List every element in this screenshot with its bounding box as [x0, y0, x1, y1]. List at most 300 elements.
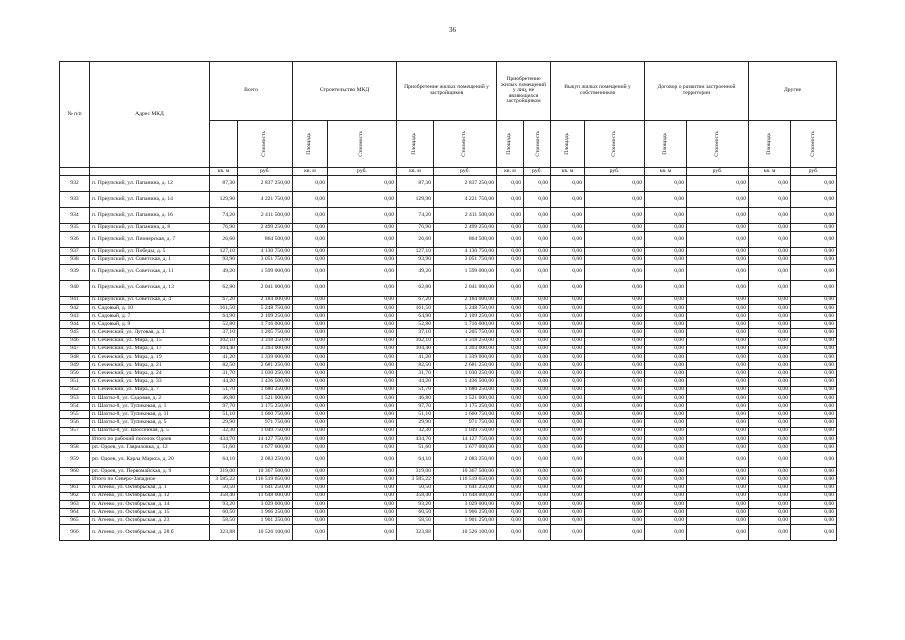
purchase-developer-area: 64,90: [397, 312, 434, 320]
row-number: 941: [60, 296, 90, 304]
total-cost: 4 221 750,00: [238, 192, 293, 208]
buyout-cost: 0,00: [585, 337, 645, 345]
buyout-cost: 0,00: [585, 427, 645, 435]
purchase-developer-area: 93,20: [397, 500, 434, 508]
total-cost: 3 051 750,00: [238, 256, 293, 264]
other-cost: 0,00: [791, 411, 837, 419]
purchase-others-cost: 0,00: [524, 509, 551, 517]
purchase-developer-area: 58,50: [397, 517, 434, 525]
purchase-developer-area: 104,40: [397, 345, 434, 353]
table-row: [60, 296, 837, 304]
development-cost: 0,00: [687, 492, 749, 500]
buyout-cost: 0,00: [585, 394, 645, 402]
construction-area: 0,00: [293, 386, 328, 394]
development-cost: 0,00: [687, 427, 749, 435]
other-cost: 0,00: [791, 362, 837, 370]
other-cost: 0,00: [791, 304, 837, 312]
total-area: 93,20: [210, 500, 238, 508]
sub-header-cost-text: Стоимость: [261, 131, 268, 157]
row-address: Итого по Северо-Западное: [90, 476, 210, 484]
other-area: 0,00: [749, 312, 791, 320]
development-area: 0,00: [645, 411, 687, 419]
sub-header-cost: [434, 121, 497, 168]
other-area: 0,00: [749, 192, 791, 208]
total-area: 51,70: [210, 386, 238, 394]
total-cost: 5 248 750,00: [238, 304, 293, 312]
total-cost: 1 966 250,00: [238, 509, 293, 517]
purchase-developer-cost: 1 966 250,00: [434, 509, 497, 517]
development-cost: 0,00: [687, 370, 749, 378]
buyout-area: 0,00: [551, 370, 585, 378]
development-area: 0,00: [645, 224, 687, 232]
construction-cost: 0,00: [328, 443, 397, 451]
row-number: 945: [60, 329, 90, 337]
total-area: 46,80: [210, 394, 238, 402]
construction-area: 0,00: [293, 264, 328, 280]
purchase-developer-area: 62,80: [397, 280, 434, 296]
construction-area: 0,00: [293, 394, 328, 402]
development-area: 0,00: [645, 329, 687, 337]
purchase-others-cost: 0,00: [524, 386, 551, 394]
purchase-developer-area: 67,20: [397, 296, 434, 304]
development-area: 0,00: [645, 362, 687, 370]
relocation-table: [59, 61, 837, 541]
buyout-area: 0,00: [551, 452, 585, 468]
construction-cost: 0,00: [328, 427, 397, 435]
total-area: 161,50: [210, 304, 238, 312]
row-number: 963: [60, 500, 90, 508]
unit-area: кв. м: [551, 168, 585, 176]
buyout-cost: 0,00: [585, 296, 645, 304]
total-cost: 2 411 500,00: [238, 208, 293, 224]
row-address: рп. Одоев, ул. Первомайская, д. 9: [90, 468, 210, 476]
table-row: [60, 492, 837, 500]
purchase-others-cost: 0,00: [524, 427, 551, 435]
construction-area: 0,00: [293, 304, 328, 312]
other-cost: 0,00: [791, 264, 837, 280]
purchase-developer-cost: 11 648 000,00: [434, 492, 497, 500]
construction-area: 0,00: [293, 378, 328, 386]
buyout-cost: 0,00: [585, 419, 645, 427]
purchase-others-cost: 0,00: [524, 517, 551, 525]
total-area: 319,00: [210, 468, 238, 476]
purchase-others-cost: 0,00: [524, 337, 551, 345]
construction-area: 0,00: [293, 509, 328, 517]
sub-header-area: [293, 121, 328, 168]
purchase-developer-area: 434,70: [397, 435, 434, 443]
buyout-area: 0,00: [551, 517, 585, 525]
row-number: 964: [60, 509, 90, 517]
purchase-others-cost: 0,00: [524, 525, 551, 541]
other-area: 0,00: [749, 443, 791, 451]
table-row: [60, 370, 837, 378]
development-area: 0,00: [645, 264, 687, 280]
purchase-others-area: 0,00: [497, 443, 524, 451]
sub-header-cost-text: Стоимость: [809, 131, 816, 157]
purchase-others-area: 0,00: [497, 362, 524, 370]
purchase-developer-cost: 1 660 750,00: [434, 411, 497, 419]
purchase-others-area: 0,00: [497, 378, 524, 386]
row-number: 955: [60, 411, 90, 419]
construction-area: 0,00: [293, 525, 328, 541]
development-area: 0,00: [645, 435, 687, 443]
sub-header-area-text: Площадь: [306, 133, 313, 155]
purchase-others-cost: 0,00: [524, 419, 551, 427]
purchase-others-cost: 0,00: [524, 492, 551, 500]
development-area: 0,00: [645, 353, 687, 361]
development-cost: 0,00: [687, 394, 749, 402]
buyout-cost: 0,00: [585, 256, 645, 264]
row-address: п. Сеченский, ул. Мира, д. 15: [90, 337, 210, 345]
construction-cost: 0,00: [328, 362, 397, 370]
development-cost: 0,00: [687, 509, 749, 517]
buyout-area: 0,00: [551, 476, 585, 484]
group-total-header: Всего: [210, 62, 293, 121]
construction-cost: 0,00: [328, 353, 397, 361]
purchase-developer-cost: 1 049 750,00: [434, 427, 497, 435]
table-row: [60, 484, 837, 492]
development-cost: 0,00: [687, 176, 749, 192]
construction-cost: 0,00: [328, 452, 397, 468]
purchase-developer-cost: 14 127 750,00: [434, 435, 497, 443]
other-cost: 0,00: [791, 484, 837, 492]
buyout-area: 0,00: [551, 192, 585, 208]
development-cost: 0,00: [687, 500, 749, 508]
unit-area: кв. м: [293, 168, 328, 176]
development-cost: 0,00: [687, 525, 749, 541]
purchase-developer-area: 51,70: [397, 386, 434, 394]
purchase-others-cost: 0,00: [524, 484, 551, 492]
development-area: 0,00: [645, 280, 687, 296]
purchase-developer-cost: 1 599 000,00: [434, 264, 497, 280]
buyout-cost: 0,00: [585, 411, 645, 419]
buyout-area: 0,00: [551, 362, 585, 370]
unit-cost: руб.: [585, 168, 645, 176]
purchase-others-area: 0,00: [497, 248, 524, 256]
total-cost: 3 175 250,00: [238, 403, 293, 411]
total-cost: 11 648 000,00: [238, 492, 293, 500]
purchase-developer-area: 97,70: [397, 403, 434, 411]
total-area: 58,50: [210, 517, 238, 525]
total-cost: 864 500,00: [238, 232, 293, 248]
table-row: [60, 435, 837, 443]
table-row: [60, 345, 837, 353]
construction-area: 0,00: [293, 329, 328, 337]
other-area: 0,00: [749, 256, 791, 264]
development-area: 0,00: [645, 370, 687, 378]
buyout-area: 0,00: [551, 443, 585, 451]
row-number: 966: [60, 525, 90, 541]
buyout-area: 0,00: [551, 329, 585, 337]
other-area: 0,00: [749, 224, 791, 232]
other-cost: 0,00: [791, 353, 837, 361]
development-area: 0,00: [645, 345, 687, 353]
construction-area: 0,00: [293, 370, 328, 378]
development-area: 0,00: [645, 452, 687, 468]
sub-header-area-text: Площадь: [411, 133, 418, 155]
purchase-developer-area: 41,20: [397, 353, 434, 361]
row-address: п. Приупский, ул. Советская, д. 13: [90, 280, 210, 296]
total-area: 323,88: [210, 525, 238, 541]
purchase-others-area: 0,00: [497, 452, 524, 468]
construction-cost: 0,00: [328, 321, 397, 329]
buyout-cost: 0,00: [585, 353, 645, 361]
unit-cost: руб.: [687, 168, 749, 176]
construction-cost: 0,00: [328, 509, 397, 517]
development-area: 0,00: [645, 312, 687, 320]
purchase-others-area: 0,00: [497, 280, 524, 296]
purchase-developer-area: 161,50: [397, 304, 434, 312]
development-cost: 0,00: [687, 296, 749, 304]
other-cost: 0,00: [791, 312, 837, 320]
col-num-header: № п/п: [60, 62, 90, 168]
total-area: 31,70: [210, 370, 238, 378]
row-address: п. Сеченский, ул. Мира, д. 19: [90, 353, 210, 361]
total-area: 67,20: [210, 296, 238, 304]
purchase-others-cost: 0,00: [524, 435, 551, 443]
other-area: 0,00: [749, 208, 791, 224]
development-cost: 0,00: [687, 192, 749, 208]
buyout-cost: 0,00: [585, 452, 645, 468]
buyout-area: 0,00: [551, 411, 585, 419]
row-address: п. Шахты-8, ул. Тупиковая, д. 5: [90, 419, 210, 427]
row-address: п. Шахты-8, ул. Шоссейная, д. 5: [90, 427, 210, 435]
other-area: 0,00: [749, 329, 791, 337]
purchase-developer-cost: 2 681 250,00: [434, 362, 497, 370]
construction-area: 0,00: [293, 443, 328, 451]
row-address: п. Шахты-8, ул. Тупиковая, д. 11: [90, 411, 210, 419]
table-row: [60, 427, 837, 435]
other-area: 0,00: [749, 476, 791, 484]
other-area: 0,00: [749, 509, 791, 517]
buyout-area: 0,00: [551, 394, 585, 402]
sub-header-cost-text: Стоимость: [358, 131, 365, 157]
purchase-others-cost: 0,00: [524, 208, 551, 224]
development-area: 0,00: [645, 386, 687, 394]
purchase-others-cost: 0,00: [524, 312, 551, 320]
development-cost: 0,00: [687, 208, 749, 224]
development-cost: 0,00: [687, 386, 749, 394]
row-address: п. Приупский, ул. Папанина, д. 16: [90, 208, 210, 224]
development-cost: 0,00: [687, 224, 749, 232]
buyout-area: 0,00: [551, 256, 585, 264]
purchase-developer-area: 127,10: [397, 248, 434, 256]
purchase-others-cost: 0,00: [524, 232, 551, 248]
row-number: 960: [60, 468, 90, 476]
buyout-area: 0,00: [551, 492, 585, 500]
row-address: п. Приупский, ул. Победы, д. 5: [90, 248, 210, 256]
purchase-others-cost: 0,00: [524, 403, 551, 411]
buyout-cost: 0,00: [585, 435, 645, 443]
sub-header-area: [749, 121, 791, 168]
purchase-developer-cost: 1 436 500,00: [434, 378, 497, 386]
development-area: 0,00: [645, 176, 687, 192]
purchase-others-area: 0,00: [497, 176, 524, 192]
table-row: [60, 224, 837, 232]
total-area: 102,10: [210, 337, 238, 345]
other-cost: 0,00: [791, 378, 837, 386]
purchase-others-cost: 0,00: [524, 370, 551, 378]
row-number: [60, 435, 90, 443]
total-area: 64,90: [210, 312, 238, 320]
total-area: 52,80: [210, 321, 238, 329]
buyout-cost: 0,00: [585, 517, 645, 525]
sub-header-area: [397, 121, 434, 168]
buyout-cost: 0,00: [585, 509, 645, 517]
purchase-developer-area: 358,40: [397, 492, 434, 500]
other-cost: 0,00: [791, 386, 837, 394]
row-number: 932: [60, 176, 90, 192]
table-row: [60, 362, 837, 370]
table-row: [60, 509, 837, 517]
purchase-others-area: 0,00: [497, 345, 524, 353]
development-cost: 0,00: [687, 435, 749, 443]
purchase-developer-cost: 10 526 100,00: [434, 525, 497, 541]
development-cost: 0,00: [687, 476, 749, 484]
purchase-developer-cost: 1 030 250,00: [434, 370, 497, 378]
buyout-area: 0,00: [551, 419, 585, 427]
table-row: [60, 419, 837, 427]
development-cost: 0,00: [687, 304, 749, 312]
total-area: 49,20: [210, 264, 238, 280]
other-area: 0,00: [749, 435, 791, 443]
row-number: 946: [60, 337, 90, 345]
buyout-cost: 0,00: [585, 312, 645, 320]
total-cost: 2 837 250,00: [238, 176, 293, 192]
group-development-header: Договор о развитии застроенной территории: [645, 62, 749, 121]
buyout-area: 0,00: [551, 378, 585, 386]
purchase-developer-cost: 2 837 250,00: [434, 176, 497, 192]
row-address: п. Садовый, д. 10: [90, 304, 210, 312]
total-area: 26,60: [210, 232, 238, 248]
row-address: п. Шахты-8, ул. Садовая, д. 2: [90, 394, 210, 402]
buyout-cost: 0,00: [585, 362, 645, 370]
buyout-area: 0,00: [551, 280, 585, 296]
table-row: [60, 192, 837, 208]
construction-area: 0,00: [293, 232, 328, 248]
sub-header-area-text: Площадь: [563, 133, 570, 155]
purchase-others-area: 0,00: [497, 525, 524, 541]
total-area: 358,40: [210, 492, 238, 500]
purchase-others-area: 0,00: [497, 232, 524, 248]
other-area: 0,00: [749, 296, 791, 304]
other-cost: 0,00: [791, 476, 837, 484]
page-number: 36: [449, 26, 456, 34]
other-area: 0,00: [749, 386, 791, 394]
unit-cost: руб.: [434, 168, 497, 176]
total-area: 82,50: [210, 362, 238, 370]
construction-cost: 0,00: [328, 476, 397, 484]
total-cost: 1 901 250,00: [238, 517, 293, 525]
construction-area: 0,00: [293, 419, 328, 427]
other-area: 0,00: [749, 176, 791, 192]
purchase-others-area: 0,00: [497, 337, 524, 345]
construction-cost: 0,00: [328, 224, 397, 232]
buyout-cost: 0,00: [585, 403, 645, 411]
purchase-others-area: 0,00: [497, 419, 524, 427]
total-cost: 10 526 100,00: [238, 525, 293, 541]
unit-cost: руб.: [328, 168, 397, 176]
purchase-others-cost: 0,00: [524, 321, 551, 329]
purchase-developer-area: 37,10: [397, 329, 434, 337]
purchase-others-cost: 0,00: [524, 192, 551, 208]
purchase-developer-area: 64,10: [397, 452, 434, 468]
construction-area: 0,00: [293, 337, 328, 345]
other-cost: 0,00: [791, 509, 837, 517]
row-address: п. Сеченский, ул. Мира, д. 21: [90, 362, 210, 370]
unit-cost: руб.: [524, 168, 551, 176]
construction-area: 0,00: [293, 353, 328, 361]
other-cost: 0,00: [791, 329, 837, 337]
construction-area: 0,00: [293, 492, 328, 500]
row-number: 954: [60, 403, 90, 411]
development-area: 0,00: [645, 337, 687, 345]
development-cost: 0,00: [687, 256, 749, 264]
purchase-developer-cost: 1 901 250,00: [434, 517, 497, 525]
table-row: [60, 525, 837, 541]
buyout-area: 0,00: [551, 353, 585, 361]
row-address: п. Сеченский, ул. Мира, д. 33: [90, 378, 210, 386]
purchase-developer-area: 32,30: [397, 427, 434, 435]
buyout-cost: 0,00: [585, 192, 645, 208]
construction-area: 0,00: [293, 345, 328, 353]
purchase-developer-cost: 3 318 250,00: [434, 337, 497, 345]
row-address: рп. Одоев, ул. Карла Маркса, д. 20: [90, 452, 210, 468]
other-area: 0,00: [749, 403, 791, 411]
construction-cost: 0,00: [328, 264, 397, 280]
purchase-developer-cost: 971 750,00: [434, 419, 497, 427]
purchase-others-area: 0,00: [497, 192, 524, 208]
sub-header-area: [497, 121, 524, 168]
total-cost: 1 436 500,00: [238, 378, 293, 386]
total-area: 87,30: [210, 176, 238, 192]
purchase-developer-cost: 864 500,00: [434, 232, 497, 248]
purchase-others-cost: 0,00: [524, 500, 551, 508]
development-cost: 0,00: [687, 443, 749, 451]
development-area: 0,00: [645, 509, 687, 517]
other-cost: 0,00: [791, 248, 837, 256]
unit-area: кв. м: [497, 168, 524, 176]
total-area: 97,70: [210, 403, 238, 411]
total-area: 44,20: [210, 378, 238, 386]
purchase-developer-cost: 2 411 500,00: [434, 208, 497, 224]
development-cost: 0,00: [687, 337, 749, 345]
other-cost: 0,00: [791, 280, 837, 296]
total-cost: 3 029 000,00: [238, 500, 293, 508]
purchase-others-area: 0,00: [497, 492, 524, 500]
purchase-others-cost: 0,00: [524, 224, 551, 232]
other-area: 0,00: [749, 517, 791, 525]
development-cost: 0,00: [687, 378, 749, 386]
other-area: 0,00: [749, 394, 791, 402]
row-number: 965: [60, 517, 90, 525]
construction-cost: 0,00: [328, 208, 397, 224]
development-cost: 0,00: [687, 468, 749, 476]
development-cost: 0,00: [687, 345, 749, 353]
other-area: 0,00: [749, 411, 791, 419]
total-area: 74,20: [210, 208, 238, 224]
row-number: 936: [60, 232, 90, 248]
group-purchase-others-header: Приобретение жилых помещений у лиц, не являющихся застройщиком: [497, 62, 551, 121]
development-cost: 0,00: [687, 321, 749, 329]
buyout-cost: 0,00: [585, 232, 645, 248]
row-number: 959: [60, 452, 90, 468]
other-area: 0,00: [749, 468, 791, 476]
purchase-developer-cost: 1 680 250,00: [434, 386, 497, 394]
other-cost: 0,00: [791, 232, 837, 248]
row-number: 938: [60, 256, 90, 264]
purchase-developer-area: 323,88: [397, 525, 434, 541]
